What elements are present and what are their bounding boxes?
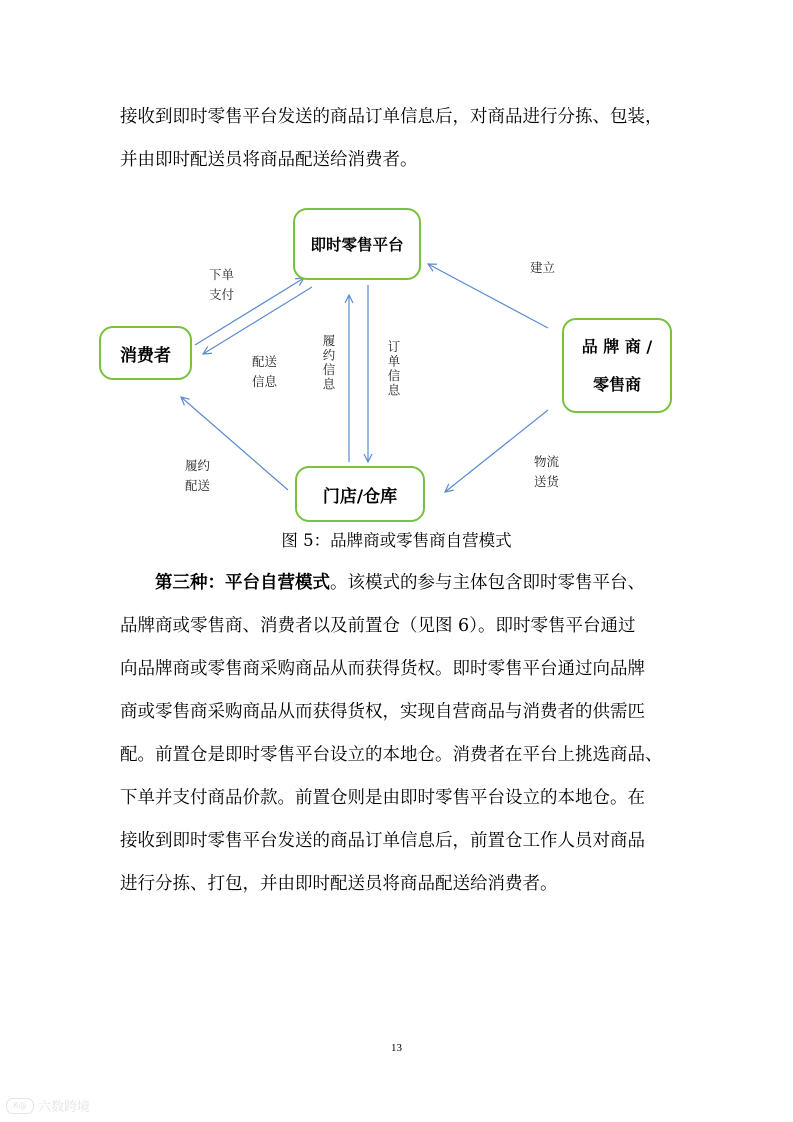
label-delivery-info bbox=[252, 352, 277, 392]
label-order-info: 订单信息 bbox=[386, 340, 401, 398]
section-line-3: 向品牌商或零售商采购商品从而获得货权。即时零售平台通过向品牌 bbox=[120, 659, 645, 679]
node-consumer: 消费者 bbox=[99, 326, 192, 380]
section-line-5: 配。前置仓是即时零售平台设立的本地仓。消费者在平台上挑选商品、 bbox=[120, 745, 663, 765]
node-brand-line-1: 品 牌 商 / bbox=[581, 336, 653, 356]
watermark-logo: K@ bbox=[6, 1098, 34, 1114]
watermark-text: 六数跨境 bbox=[38, 1100, 91, 1115]
section-line-7: 接收到即时零售平台发送的商品订单信息后，前置仓工作人员对商品 bbox=[120, 831, 645, 851]
label-deliver: 配送 bbox=[185, 478, 211, 493]
node-brand-line-2: 零售商 bbox=[592, 374, 641, 394]
watermark bbox=[6, 1096, 90, 1115]
intro-line-2: 并由即时配送员将商品配送给消费者。 bbox=[120, 150, 418, 170]
section-line-6: 下单并支付商品价款。前置仓则是由即时零售平台设立的本地仓。在 bbox=[120, 788, 645, 808]
label-fulfill-info: 履约信息 bbox=[321, 334, 336, 392]
label-order-pay bbox=[209, 265, 234, 305]
node-store-warehouse: 门店/仓库 bbox=[295, 466, 425, 522]
section-line-8: 进行分拣、打包，并由即时配送员将商品配送给消费者。 bbox=[120, 874, 558, 894]
section-line-2: 品牌商或零售商、消费者以及前置仓（见图 6）。即时零售平台通过 bbox=[120, 616, 636, 636]
label-info: 信息 bbox=[252, 374, 278, 389]
section-line-4: 商或零售商采购商品从而获得货权，实现自营商品与消费者的供需匹 bbox=[120, 702, 645, 722]
section-line-1 bbox=[155, 571, 695, 595]
label-establish: 建立 bbox=[530, 260, 556, 275]
label-logistics-1: 物流 bbox=[534, 454, 560, 469]
label-pay: 支付 bbox=[209, 287, 235, 302]
label-fulfill: 履约 bbox=[185, 458, 211, 473]
label-logistics-2: 送货 bbox=[534, 474, 560, 489]
label-logistics bbox=[534, 452, 559, 492]
page-number: 13 bbox=[391, 1042, 402, 1054]
node-platform: 即时零售平台 bbox=[293, 208, 421, 280]
label-fulfill-delivery bbox=[185, 456, 210, 496]
intro-line-1: 接收到即时零售平台发送的商品订单信息后，对商品进行分拣、包装， bbox=[120, 107, 663, 127]
arrow-brand-to-store bbox=[445, 410, 548, 492]
figure-caption: 图 5：品牌商或零售商自营模式 bbox=[281, 531, 512, 550]
node-brand-retailer bbox=[562, 318, 672, 413]
label-delivery: 配送 bbox=[252, 354, 278, 369]
label-order: 下单 bbox=[209, 267, 235, 282]
section-heading: 第三种：平台自营模式 bbox=[155, 573, 330, 593]
section-line-1-text: 。该模式的参与主体包含即时零售平台、 bbox=[330, 573, 645, 593]
